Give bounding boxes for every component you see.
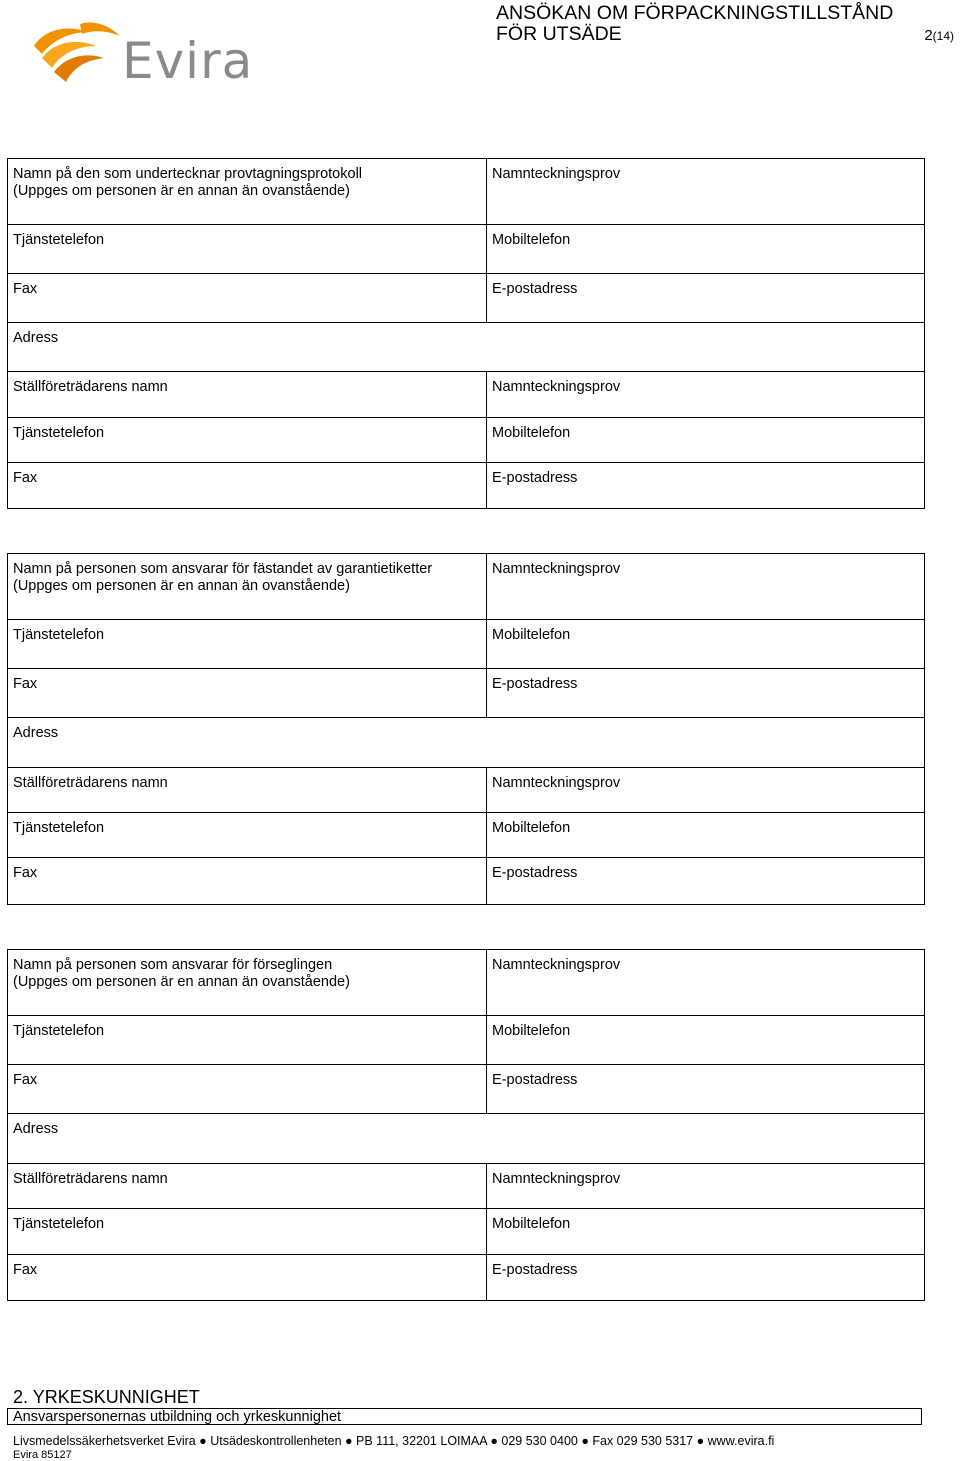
field-label: Tjänstetelefon [13,425,105,441]
form-field[interactable] [8,858,487,905]
form-field[interactable] [487,418,925,463]
form-field[interactable] [8,1255,487,1301]
form-field[interactable] [487,1209,925,1255]
field-label: Mobiltelefon [492,627,571,643]
field-label: Ställföreträdarens namn [13,775,168,791]
document-title [496,3,893,45]
field-label: Fax [13,281,38,297]
form-row [8,225,925,274]
field-label: Fax [13,1072,38,1088]
form-field[interactable] [8,323,925,372]
form-field[interactable] [8,1065,487,1114]
document-title-line1: ANSÖKAN OM FÖRPACKNINGSTILLSTÅND [496,2,894,24]
section-2-subtitle: Ansvarspersonernas utbildning och yrkeskunnighet [7,1408,922,1425]
form-row [8,554,925,620]
field-label: Adress [13,330,59,346]
field-label: Mobiltelefon [492,1216,571,1232]
field-label: Adress [13,1121,59,1137]
form-row [8,858,925,905]
form-field[interactable] [487,1065,925,1114]
form-row [8,950,925,1016]
field-label: E-postadress [492,1072,578,1088]
field-label: Tjänstetelefon [13,1216,105,1232]
field-label: (Uppges om personen är en annan än ovanstående) [13,183,350,199]
document-title-line2: FÖR UTSÄDE [496,23,622,45]
form-field[interactable] [487,554,925,620]
form-row [8,372,925,418]
section-2-title: 2. YRKESKUNNIGHET [13,1387,200,1407]
form-row [8,159,925,225]
field-label: Namnteckningsprov [492,379,621,395]
form-field[interactable] [487,669,925,718]
field-label: Ställföreträdarens namn [13,1171,168,1187]
form-field[interactable] [8,463,487,509]
field-label: Namnteckningsprov [492,957,621,973]
field-label: Namnteckningsprov [492,166,621,182]
field-label: Fax [13,1262,38,1278]
form-row [8,274,925,323]
field-label: Namn på personen som ansvarar för förseglingen [13,957,333,973]
form-field[interactable] [8,620,487,669]
form-field[interactable] [8,718,925,768]
form-field[interactable] [8,372,487,418]
field-label: Mobiltelefon [492,820,571,836]
form-row [8,1016,925,1065]
form-row [8,418,925,463]
form-field[interactable] [487,1164,925,1209]
form-row [8,669,925,718]
field-label: Tjänstetelefon [13,627,105,643]
form-row [8,1065,925,1114]
field-label: Namnteckningsprov [492,775,621,791]
form-field[interactable] [8,669,487,718]
field-label: Fax [13,470,38,486]
page-number-total: (14) [932,29,954,43]
form-field[interactable] [8,813,487,858]
field-label: Fax [13,865,38,881]
form-row [8,718,925,768]
evira-logo-icon [30,18,125,88]
form-field[interactable] [487,159,925,225]
field-label: (Uppges om personen är en annan än ovanstående) [13,578,350,594]
page-number [924,27,954,44]
footer-form-id: Evira 85127 [13,1449,72,1461]
form-row [8,1164,925,1209]
form-row [8,620,925,669]
form-field[interactable] [487,463,925,509]
form-field[interactable] [487,768,925,813]
field-label: Namnteckningsprov [492,561,621,577]
evira-logo [30,18,254,90]
field-label: Tjänstetelefon [13,1023,105,1039]
form-field[interactable] [487,1255,925,1301]
field-label: Mobiltelefon [492,232,571,248]
form-field[interactable] [487,950,925,1016]
field-label: Adress [13,725,59,741]
field-label: Mobiltelefon [492,1023,571,1039]
form-field[interactable] [487,620,925,669]
form-field[interactable] [8,1209,487,1255]
form-field[interactable] [487,1016,925,1065]
field-label: Ställföreträdarens namn [13,379,168,395]
form-field[interactable] [8,768,487,813]
form-field[interactable] [487,858,925,905]
field-label: Tjänstetelefon [13,232,105,248]
form-row [8,1209,925,1255]
form-field[interactable] [8,418,487,463]
field-label: (Uppges om personen är en annan än ovanstående) [13,974,350,990]
field-label: E-postadress [492,676,578,692]
form-row [8,463,925,509]
form-field[interactable] [487,813,925,858]
field-label: Mobiltelefon [492,425,571,441]
form-field[interactable] [8,1114,925,1164]
logo-text: Evira [122,32,254,90]
field-label: E-postadress [492,865,578,881]
form-field[interactable] [8,1016,487,1065]
form-field[interactable] [8,274,487,323]
form-row [8,1255,925,1301]
form-field[interactable] [487,225,925,274]
contact-form-table-3 [7,949,925,1301]
contact-form-table-1 [7,158,925,509]
form-field[interactable] [487,372,925,418]
field-label: Namn på personen som ansvarar för fästandet av garantietiketter [13,561,433,577]
page-number-current: 2 [924,27,933,44]
field-label: Namnteckningsprov [492,1171,621,1187]
form-field[interactable] [8,1164,487,1209]
form-row [8,1114,925,1164]
field-label: E-postadress [492,470,578,486]
form-field[interactable] [8,159,487,225]
footer-contact: Livsmedelssäkerhetsverket Evira ● Utsädeskontrollenheten ● PB 111, 32201 LOIMAA ● 029 530 0400 ● Fax 029 530 5317 ● www.evira.fi [13,1434,775,1448]
field-label: E-postadress [492,281,578,297]
form-row [8,323,925,372]
field-label: Tjänstetelefon [13,820,105,836]
contact-form-table-2 [7,553,925,905]
form-field[interactable] [8,225,487,274]
form-row [8,768,925,813]
field-label: Fax [13,676,38,692]
form-field[interactable] [487,274,925,323]
form-field[interactable] [8,950,487,1016]
form-field[interactable] [8,554,487,620]
form-row [8,813,925,858]
field-label: Namn på den som undertecknar provtagningsprotokoll [13,166,363,182]
field-label: E-postadress [492,1262,578,1278]
